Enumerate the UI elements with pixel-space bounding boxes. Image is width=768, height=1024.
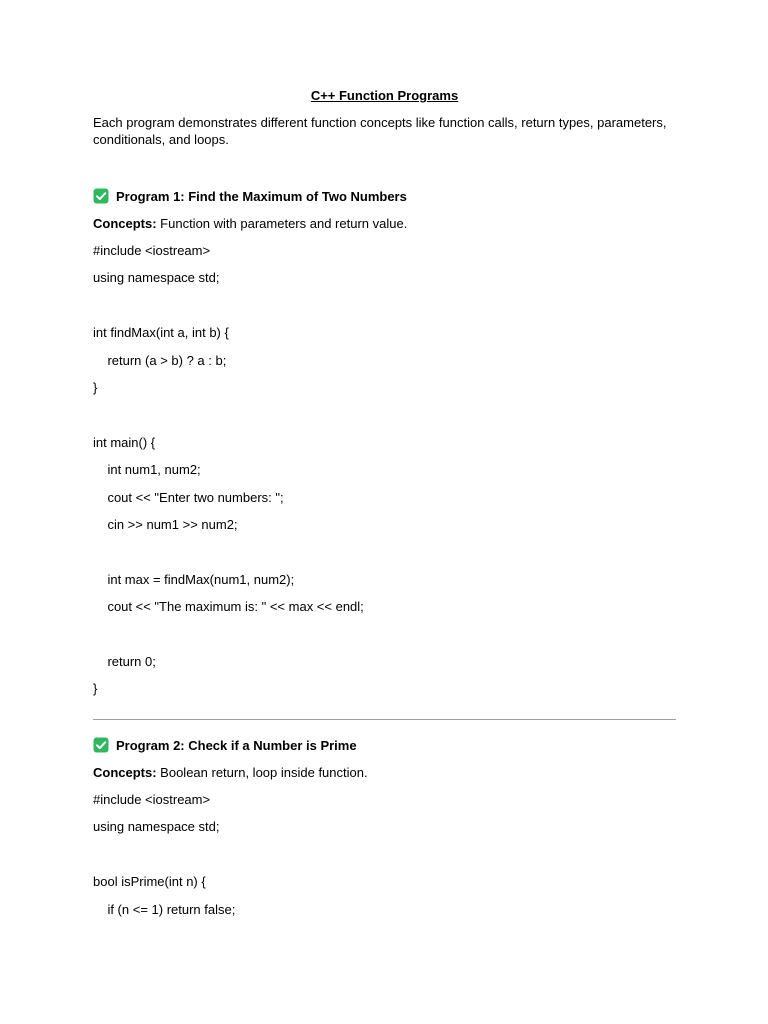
concepts-text: Boolean return, loop inside function. [156,765,368,780]
code-line: cout << "The maximum is: " << max << endl; [93,599,364,615]
code-line [93,542,676,569]
code-line: using namespace std; [93,819,220,835]
program-2-heading-text: Program 2: Check if a Number is Prime [116,737,357,753]
program-2-concepts [93,763,368,783]
concepts-text: Function with parameters and return value. [156,216,408,231]
code-line: cout << "Enter two numbers: "; [93,489,284,505]
code-line: return 0; [93,653,156,669]
program-1-code-block [93,241,676,707]
document-page [93,0,676,1024]
section-divider [93,719,676,720]
code-line [93,405,676,432]
document-title: C++ Function Programs [310,88,459,103]
code-line: int max = findMax(num1, num2); [93,571,295,587]
check-mark-icon [93,737,109,753]
program-1-heading [93,186,407,206]
check-mark-icon [93,188,109,204]
program-2-code-block [93,790,676,927]
code-line: } [93,681,98,697]
concepts-label: Concepts: [93,216,157,231]
code-line [93,624,676,651]
code-line: } [93,379,98,395]
code-line: int findMax(int a, int b) { [93,325,229,341]
code-line: #include <iostream> [93,792,211,807]
program-1-heading-text: Program 1: Find the Maximum of Two Numbers [116,188,407,204]
intro-paragraph: Each program demonstrates different function concepts like function calls, return types, parameters, conditionals, and loops. [93,115,667,147]
code-line: #include <iostream> [93,243,211,258]
code-line [93,296,676,323]
code-line: int num1, num2; [93,462,201,478]
code-line: if (n <= 1) return false; [93,901,236,917]
code-line: cin >> num1 >> num2; [93,516,238,532]
code-line: bool isPrime(int n) { [93,874,206,890]
program-1-concepts [93,214,407,234]
concepts-label: Concepts: [93,765,157,780]
code-line: int main() { [93,434,156,450]
code-line: return (a > b) ? a : b; [93,352,227,368]
code-line: using namespace std; [93,270,220,286]
program-2-heading [93,735,357,755]
code-line [93,845,676,872]
